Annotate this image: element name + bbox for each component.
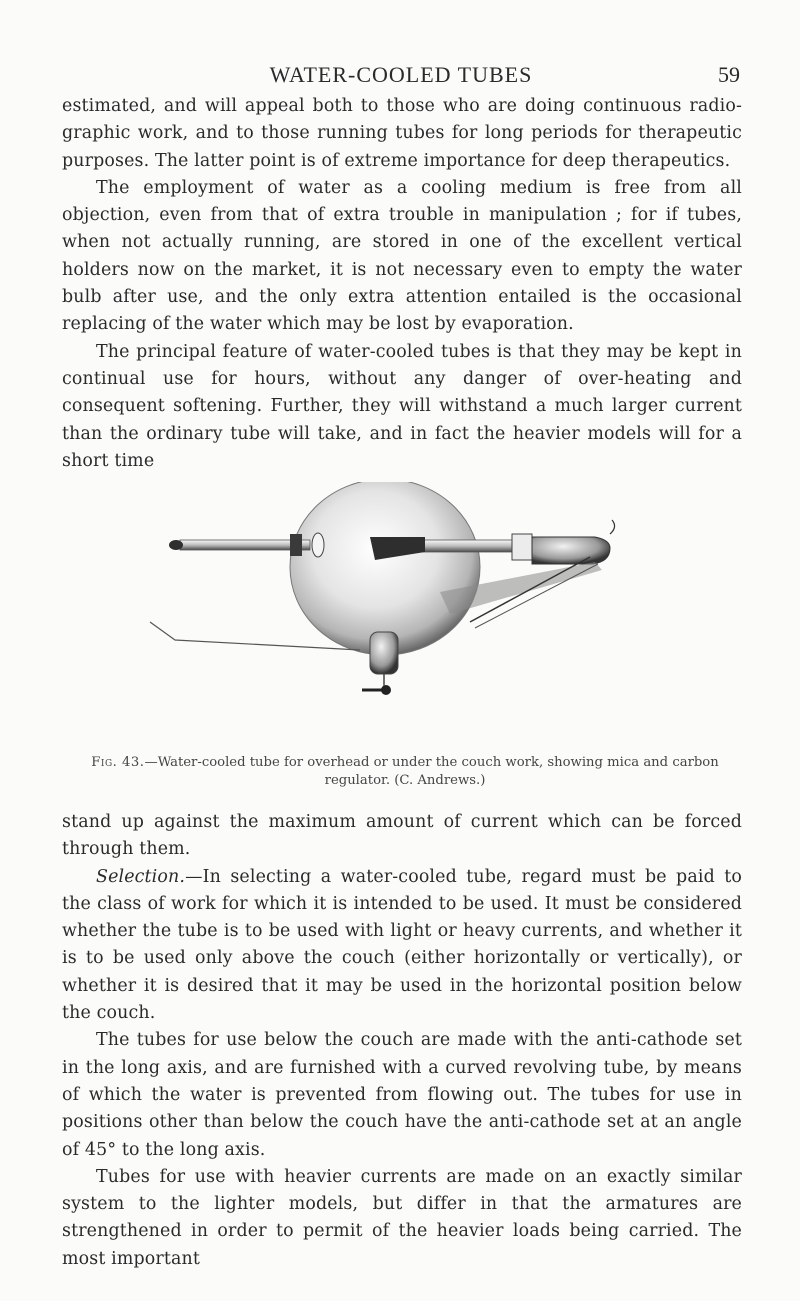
figure-label: Fig. 43.	[91, 755, 145, 770]
water-reservoir	[532, 537, 610, 564]
paragraph-heavier-currents: Tubes for use with heavier currents are made on an exactly similar system to the lighter models, but differ in that the armatures are strengthened in order to permit of the heavier loads being carried. The most important	[62, 1166, 742, 1269]
page-number: 59	[718, 62, 740, 87]
glass-bulb	[290, 482, 480, 655]
bottom-text-block	[62, 809, 742, 1273]
figure-caption	[90, 754, 720, 790]
figure-water-cooled-tube	[140, 482, 660, 707]
paragraph-selection	[62, 864, 742, 1028]
paragraph-below-couch: The tubes for use below the couch are made with the anti-cathode set in the long axis, and are furnished with a curved revolving tube, by means of which the water is prevented from flowing out. The tubes for use in positions other than below the couch have the anti-cathode set at an angle of 45° to the long axis.	[62, 1030, 742, 1160]
selection-text: —In selecting a water-cooled tube, regard must be paid to the class of work for which it is intended to be used. It must be considered whether the tube is to be used with light or heavy currents, and whether it is to be used only above the couch (either horizontally or vertically), or whether it is desired that it may be used in the horizontal position below the couch.	[62, 866, 742, 1024]
running-head: WATER-COOLED TUBES	[269, 62, 533, 87]
page-header	[62, 62, 740, 92]
paragraph-continuation: estimated, and will appeal both to those who are doing continuous radio-graphic work, and to those running tubes for long periods for therapeutic purposes. The latter point is of extreme importance for deep therapeutics.	[62, 96, 742, 171]
top-text-block	[62, 93, 742, 475]
paragraph-stand-up: stand up against the maximum amount of current which can be forced through them.	[62, 812, 742, 860]
tube-illustration	[140, 482, 660, 707]
paragraph-cooling-medium: The employment of water as a cooling medium is free from all objection, even from that of extra trouble in manipulation ; for if tubes, when not actually running, are stored in one of the excellent vertical holders now on the market, it is not necessary even to empty the water bulb after use, and the only extra attention entailed is the occasional replacing of the water which may be lost by evaporation.	[62, 177, 742, 335]
carbon-regulator	[370, 632, 398, 674]
selection-heading: Selection.	[96, 866, 186, 887]
paragraph-principal-feature: The principal feature of water-cooled tubes is that they may be kept in continual use for hours, without any danger of over-heating and consequent softening. Further, they will withstand a much larger current than the ordinary tube will take, and in fact the heavier models will for a short time	[62, 341, 742, 471]
figure-caption-text: —Water-cooled tube for overhead or under the couch work, showing mica and carbon regulator. (C. Andrews.)	[144, 755, 719, 788]
